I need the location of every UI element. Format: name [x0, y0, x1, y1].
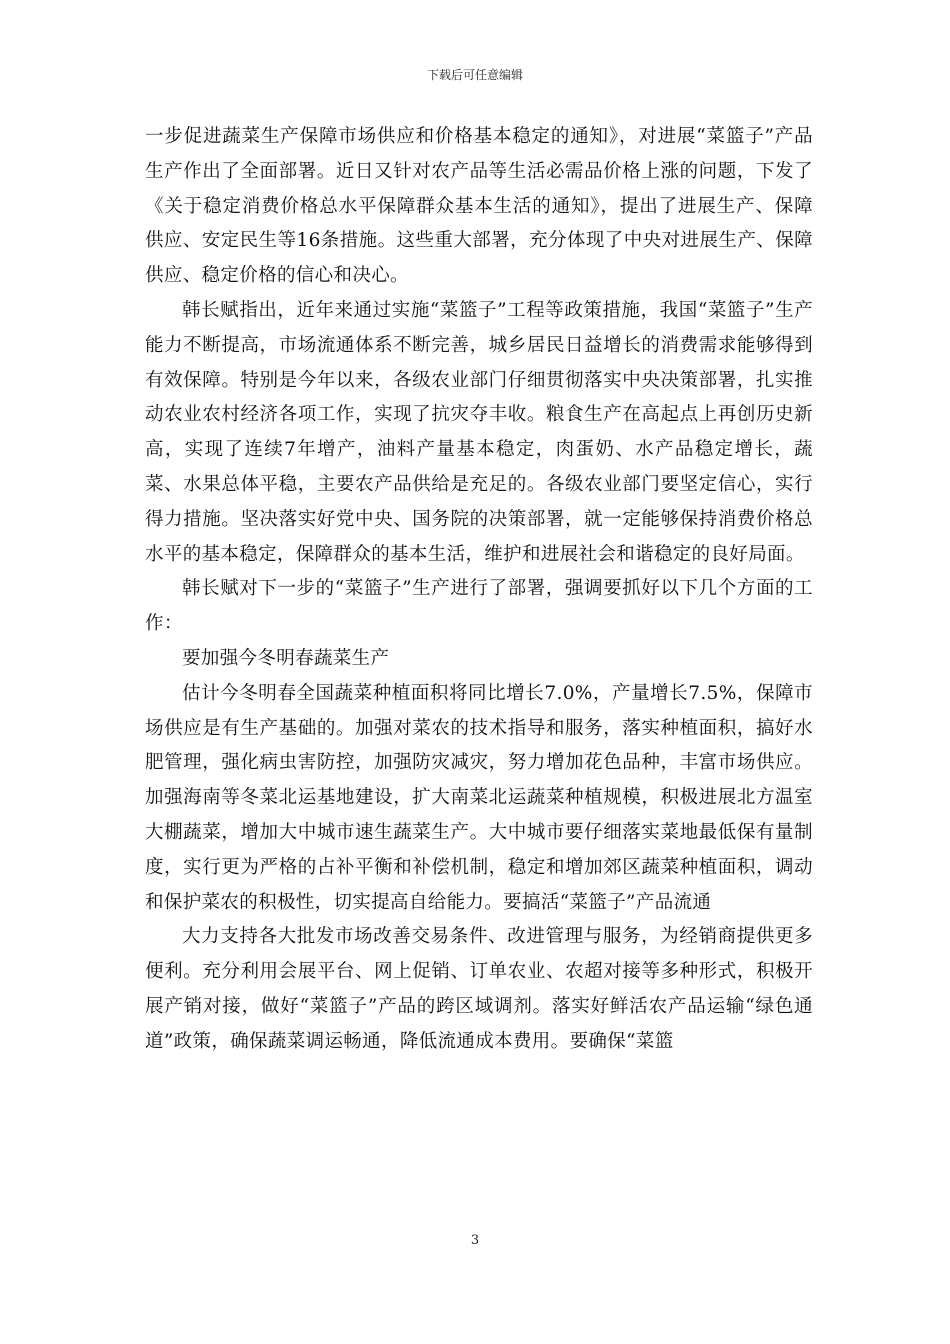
- paragraph: 韩长赋对下一步的“菜篮子”生产进行了部署，强调要抓好以下几个方面的工作：: [145, 578, 813, 635]
- paragraph: 大力支持各大批发市场改善交易条件、改进管理与服务，为经销商提供更多便利。充分利用会展平台、网上促销、订单农业、农超对接等多种形式，积极开展产销对接，做好“菜篮子”产品的跨区域调剂。落实好鲜活农产品运输“绿色通道”政策，确保蔬菜调运畅通，降低流通成本费用。要确保“菜篮: [145, 926, 813, 1052]
- paragraph: 韩长赋指出，近年来通过实施“菜篮子”工程等政策措施，我国“菜篮子”生产能力不断提高，市场流通体系不断完善，城乡居民日益增长的消费需求能够得到有效保障。特别是今年以来，各级农业部门仔细贯彻落实中央决策部署，扎实推动农业农村经济各项工作，实现了抗灾夺丰收。粮食生产在高起点上再创历史新高，实现了连续7年增产，油料产量基本稳定，肉蛋奶、水产品稳定增长，蔬菜、水果总体平稳，主要农产品供给是充足的。各级农业部门要坚定信心，实行得力措施。坚决落实好党中央、国务院的决策部署，就一定能够保持消费价格总水平的基本稳定，保障群众的基本生活，维护和进展社会和谐稳定的良好局面。: [145, 299, 813, 565]
- paragraph-continuation: 一步促进蔬菜生产保障市场供应和价格基本稳定的通知》，对进展“菜篮子”产品生产作出了全面部署。近日又针对农产品等生活必需品价格上涨的问题，下发了《关于稳定消费价格总水平保障群众基本生活的通知》，提出了进展生产、保障供应、安定民生等16条措施。这些重大部署，充分体现了中央对进展生产、保障供应、稳定价格的信心和决心。: [145, 126, 813, 287]
- paragraph: 估计今冬明春全国蔬菜种植面积将同比增长7.0%，产量增长7.5%，保障市场供应是有生产基础的。加强对菜农的技术指导和服务，落实种植面积，搞好水肥管理，强化病虫害防控，加强防灾减灾，努力增加花色品种，丰富市场供应。加强海南等冬菜北运基地建设，扩大南菜北运蔬菜种植规模，积极进展北方温室大棚蔬菜，增加大中城市速生蔬菜生产。大中城市要仔细落实菜地最低保有量制度，实行更为严格的占补平衡和补偿机制，稳定和增加郊区蔬菜种植面积，调动和保护菜农的积极性，切实提高自给能力。要搞活“菜篮子”产品流通: [145, 682, 813, 913]
- page-number: 3: [470, 1233, 480, 1248]
- document-body: [145, 120, 813, 1060]
- section-heading: 要加强今冬明春蔬菜生产: [182, 647, 390, 669]
- page-header: 下载后可任意编辑: [426, 68, 523, 82]
